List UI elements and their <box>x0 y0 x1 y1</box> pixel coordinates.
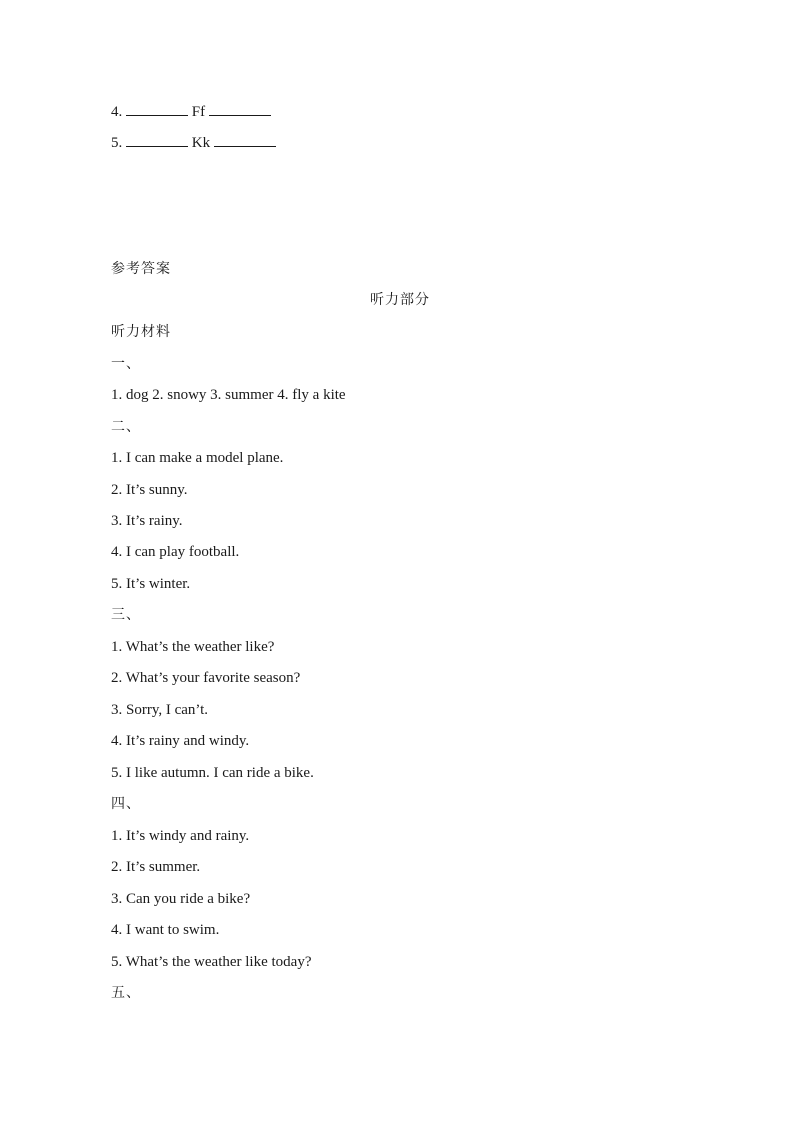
answer-blank[interactable] <box>209 103 271 116</box>
list-item: 3. Sorry, I can’t. <box>111 702 209 718</box>
list-item: 2. It’s sunny. <box>111 482 188 498</box>
listening-section-title: 听力部分 <box>370 292 430 308</box>
fill-in-letter: Kk <box>191 135 211 151</box>
fill-in-row-4 <box>111 103 271 121</box>
answer-blank[interactable] <box>126 134 188 147</box>
answer-key-title: 参考答案 <box>111 261 171 277</box>
list-item: 1. I can make a model plane. <box>111 450 284 466</box>
list-item: 2. What’s your favorite season? <box>111 670 301 686</box>
fill-in-letter: Ff <box>191 104 206 120</box>
fill-in-number: 5. <box>111 135 123 151</box>
fill-in-row-5 <box>111 134 276 152</box>
section-heading-1: 一、 <box>111 356 141 372</box>
list-item: 4. It’s rainy and windy. <box>111 733 250 749</box>
list-item: 4. I want to swim. <box>111 922 220 938</box>
list-item: 5. I like autumn. I can ride a bike. <box>111 765 314 781</box>
answer-blank[interactable] <box>214 134 276 147</box>
list-item: 1. What’s the weather like? <box>111 639 275 655</box>
fill-in-number: 4. <box>111 104 123 120</box>
listening-material-title: 听力材料 <box>111 324 171 340</box>
list-item: 4. I can play football. <box>111 544 240 560</box>
section-heading-4: 四、 <box>111 796 141 812</box>
list-item: 2. It’s summer. <box>111 859 201 875</box>
list-item: 1. dog 2. snowy 3. summer 4. fly a kite <box>111 387 346 403</box>
section-heading-2: 二、 <box>111 419 141 435</box>
list-item: 1. It’s windy and rainy. <box>111 828 250 844</box>
section-heading-5: 五、 <box>111 985 141 1001</box>
list-item: 3. Can you ride a bike? <box>111 891 251 907</box>
list-item: 3. It’s rainy. <box>111 513 183 529</box>
answer-blank[interactable] <box>126 103 188 116</box>
section-heading-3: 三、 <box>111 607 141 623</box>
list-item: 5. It’s winter. <box>111 576 191 592</box>
list-item: 5. What’s the weather like today? <box>111 954 312 970</box>
